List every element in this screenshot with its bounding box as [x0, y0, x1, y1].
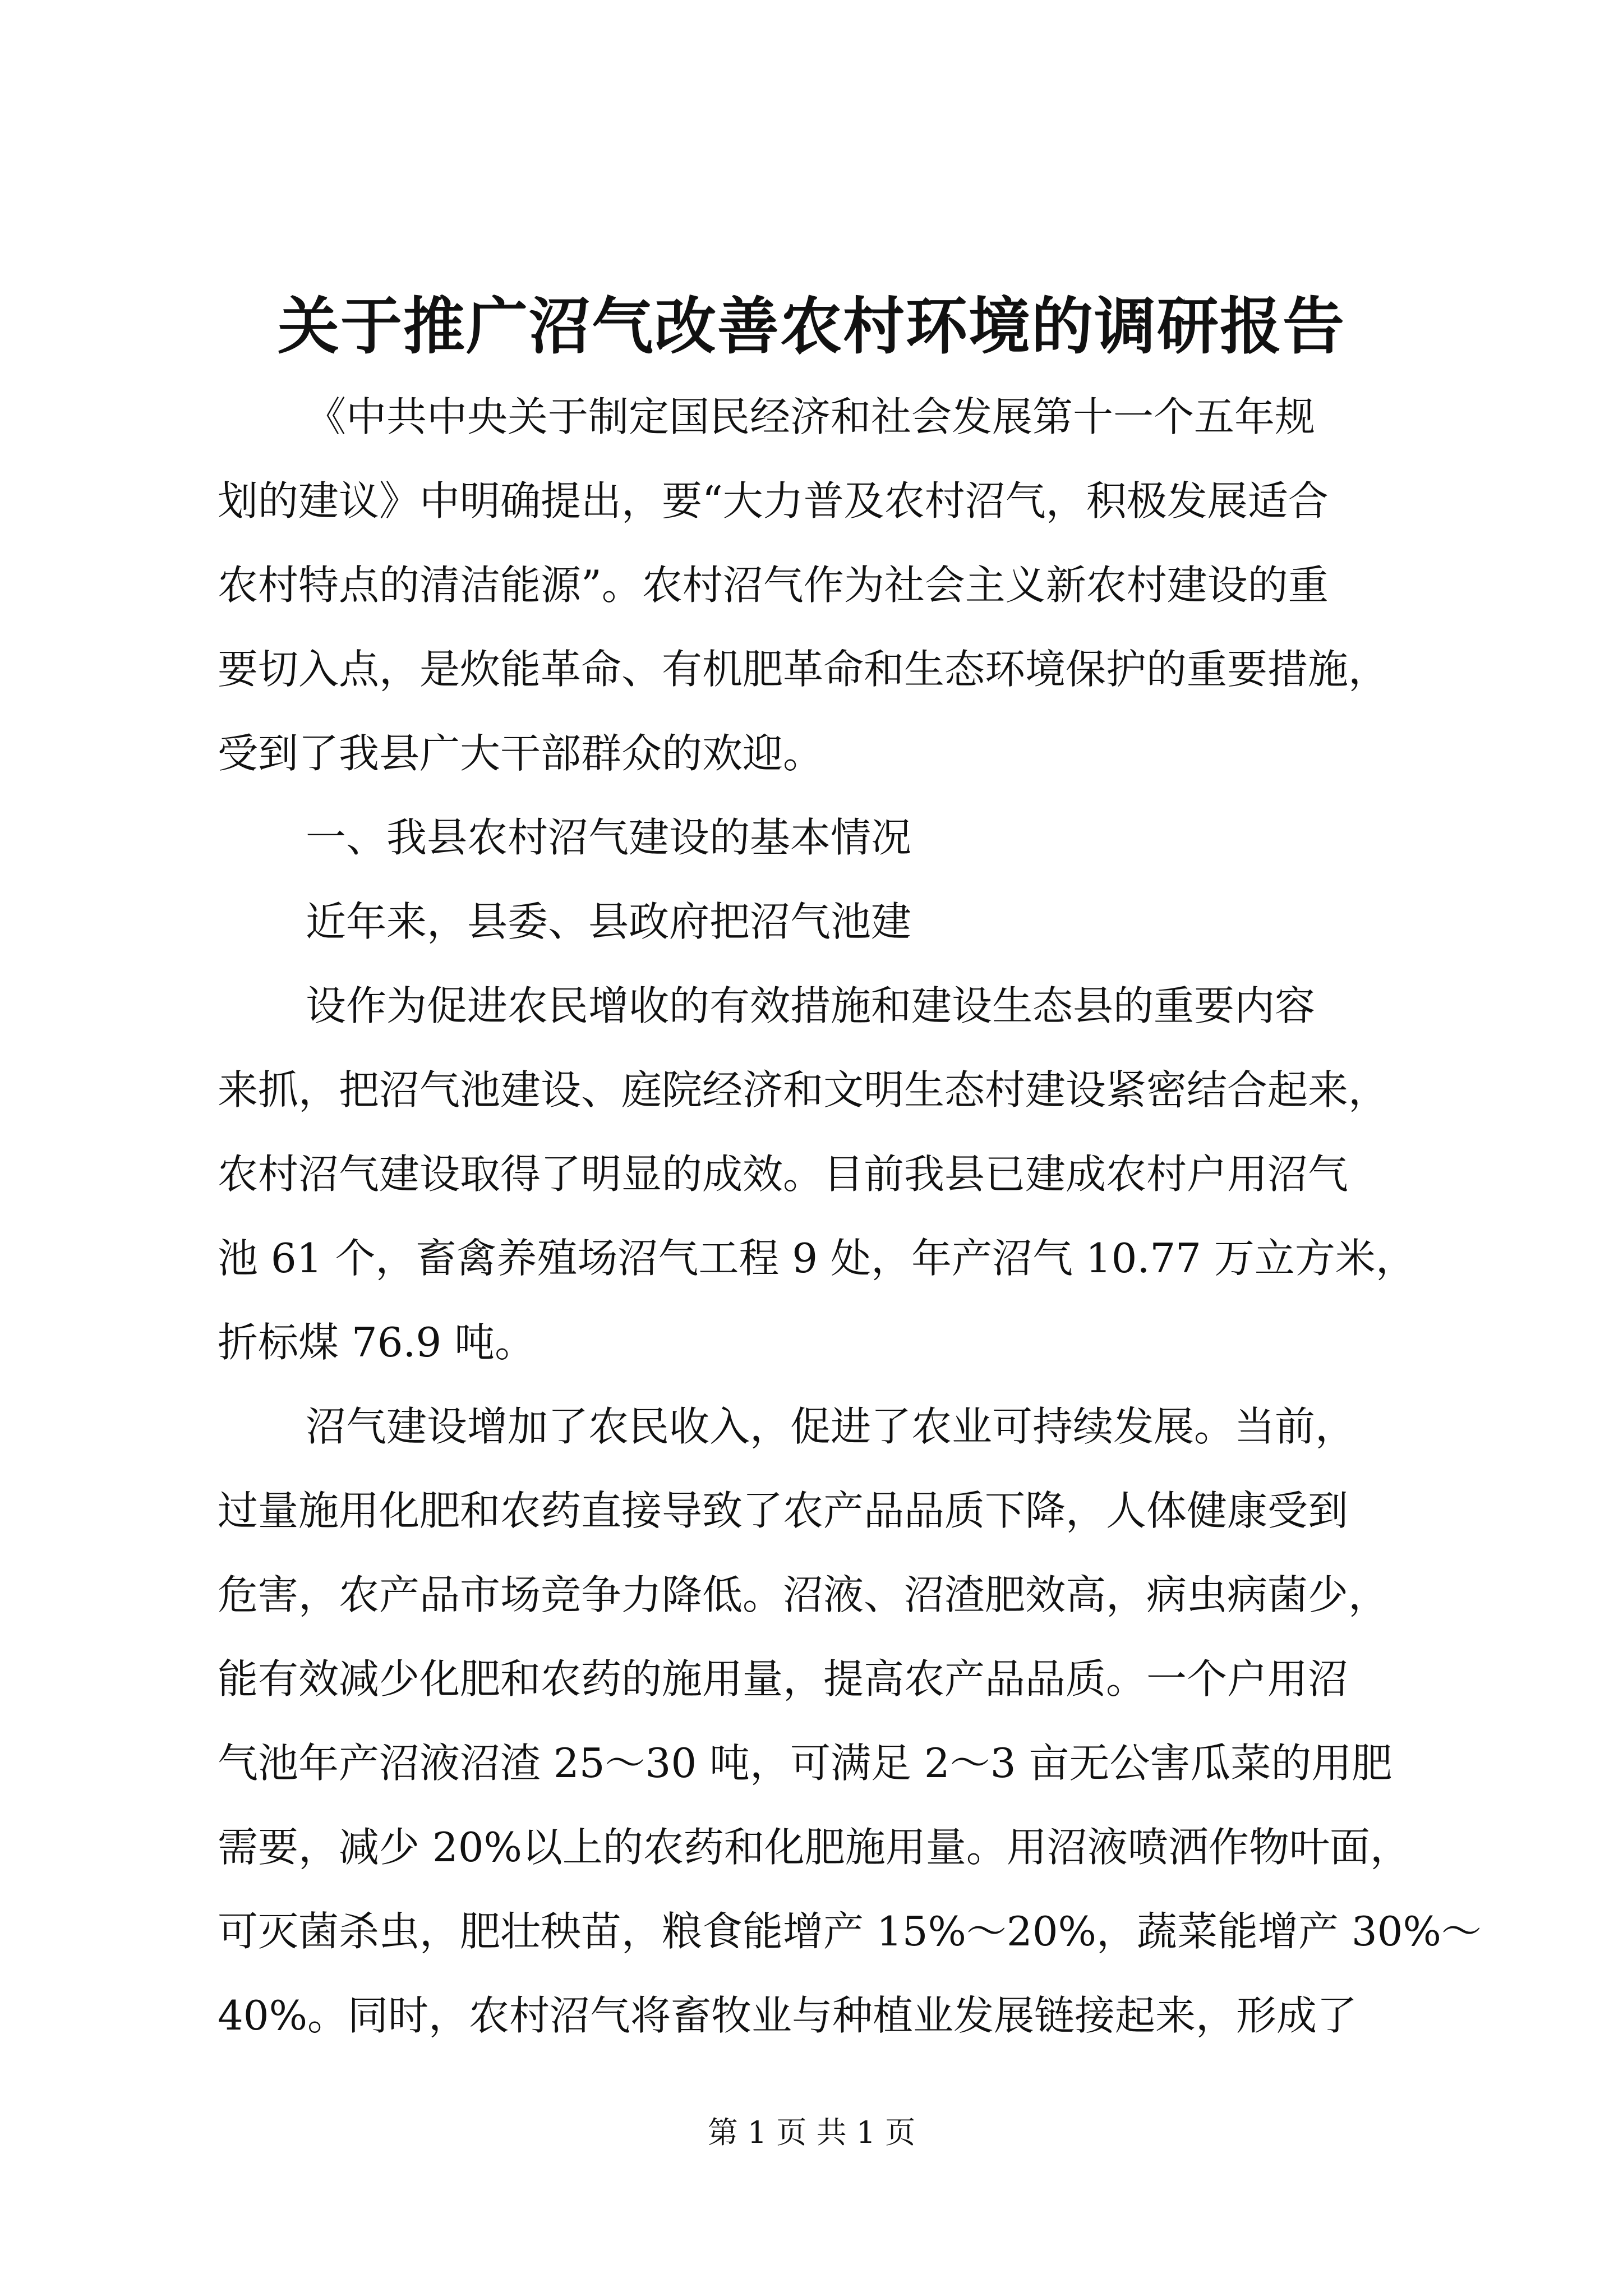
section-heading: 一、我县农村沼气建设的基本情况	[306, 814, 912, 861]
paragraph-line: 气池年产沼液沼渣 25～30 吨，可满足 2～3 亩无公害瓜菜的用肥	[218, 1740, 1393, 1787]
paragraph-line: 来抓，把沼气池建设、庭院经济和文明生态村建设紧密结合起来，	[218, 1066, 1389, 1114]
paragraph-line: 池 61 个，畜禽养殖场沼气工程 9 处，年产沼气 10.77 万立方米，	[218, 1235, 1416, 1282]
paragraph-line: 折标煤 76.9 吨。	[218, 1319, 536, 1366]
paragraph-line: 沼气建设增加了农民收入，促进了农业可持续发展。当前，	[306, 1403, 1356, 1450]
paragraph-line: 受到了我县广大干部群众的欢迎。	[218, 730, 824, 777]
paragraph-line: 能有效减少化肥和农药的施用量，提高农产品品质。一个户用沼	[218, 1655, 1349, 1703]
paragraph-line: 危害，农产品市场竞争力降低。沼液、沼渣肥效高，病虫病菌少，	[218, 1571, 1389, 1618]
paragraph-line: 要切入点，是炊能革命、有机肥革命和生态环境保护的重要措施，	[218, 646, 1389, 693]
document-title: 关于推广沼气改善农村环境的调研报告	[278, 290, 1345, 362]
paragraph-line: 过量施用化肥和农药直接导致了农产品品质下降，人体健康受到	[218, 1487, 1349, 1534]
paragraph-line: 农村沼气建设取得了明显的成效。目前我县已建成农村户用沼气	[218, 1151, 1349, 1198]
paragraph-line: 设作为促进农民增收的有效措施和建设生态县的重要内容	[306, 982, 1316, 1029]
paragraph-line: 40%。同时，农村沼气将畜牧业与种植业发展链接起来，形成了	[218, 1992, 1358, 2039]
paragraph-line: 《中共中央关于制定国民经济和社会发展第十一个五年规	[306, 393, 1316, 440]
page-footer: 第 1 页 共 1 页	[707, 2115, 916, 2150]
paragraph-line: 近年来，县委、县政府把沼气池建	[306, 898, 912, 945]
paragraph-line: 农村特点的清洁能源”。农村沼气作为社会主义新农村建设的重	[218, 562, 1329, 609]
paragraph-line: 可灭菌杀虫，肥壮秧苗，粮食能增产 15%～20%，蔬菜能增产 30%～	[218, 1908, 1482, 1955]
paragraph-line: 需要，减少 20%以上的农药和化肥施用量。用沼液喷洒作物叶面，	[218, 1824, 1410, 1871]
paragraph-line: 划的建议》中明确提出，要“大力普及农村沼气，积极发展适合	[218, 477, 1329, 524]
